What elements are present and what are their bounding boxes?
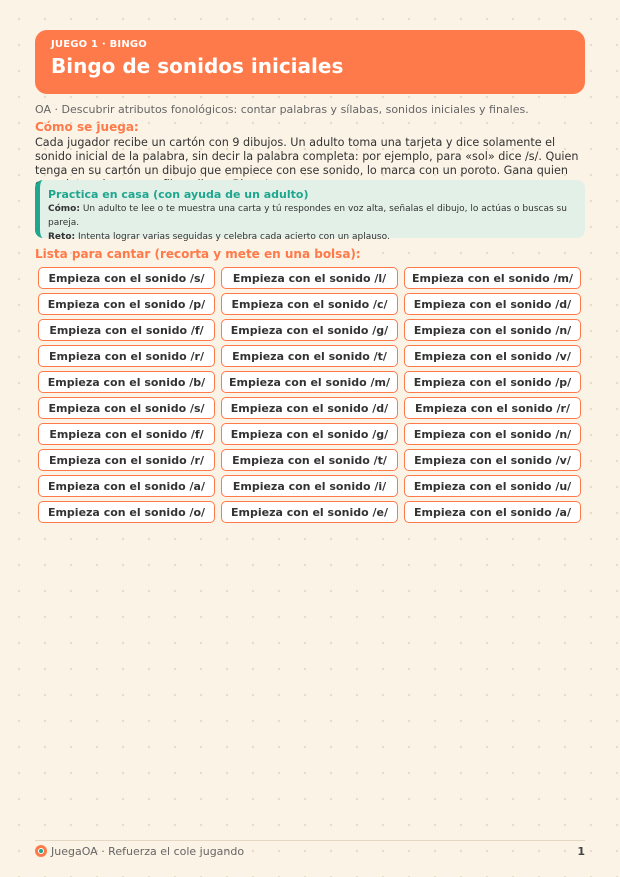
calling-card: Empieza con el sonido /f/ xyxy=(38,423,215,445)
header-banner xyxy=(35,30,585,94)
callout-reto xyxy=(48,230,575,244)
calling-card: Empieza con el sonido /v/ xyxy=(404,449,581,471)
calling-card: Empieza con el sonido /m/ xyxy=(221,371,398,393)
calling-card: Empieza con el sonido /g/ xyxy=(221,423,398,445)
reto-text: Intenta lograr varias seguidas y celebra cada acierto con un aplauso. xyxy=(75,232,390,242)
calling-card: Empieza con el sonido /e/ xyxy=(221,501,398,523)
page-title: Bingo de sonidos iniciales xyxy=(51,54,344,78)
calling-card: Empieza con el sonido /r/ xyxy=(38,345,215,367)
calling-card: Empieza con el sonido /a/ xyxy=(38,475,215,497)
calling-card: Empieza con el sonido /r/ xyxy=(38,449,215,471)
reto-label: Reto: xyxy=(48,232,76,242)
footer-divider xyxy=(35,840,585,841)
calling-card: Empieza con el sonido /p/ xyxy=(38,293,215,315)
calling-card-grid xyxy=(38,267,582,523)
calling-card: Empieza con el sonido /t/ xyxy=(221,345,398,367)
learning-objective: OA · Descubrir atributos fonológicos: contar palabras y sílabas, sonidos iniciales y finales. xyxy=(35,103,529,116)
home-practice-callout xyxy=(35,180,585,242)
calling-card: Empieza con el sonido /v/ xyxy=(404,345,581,367)
calling-card: Empieza con el sonido /u/ xyxy=(404,475,581,497)
calling-card: Empieza con el sonido /d/ xyxy=(221,397,398,419)
footer-brand: JuegaOA · Refuerza el cole jugando xyxy=(51,844,245,858)
calling-card: Empieza con el sonido /l/ xyxy=(221,267,398,289)
calling-card: Empieza con el sonido /n/ xyxy=(404,319,581,341)
como-label: Cómo: xyxy=(48,204,80,214)
calling-card: Empieza con el sonido /g/ xyxy=(221,319,398,341)
calling-card: Empieza con el sonido /b/ xyxy=(38,371,215,393)
calling-card: Empieza con el sonido /t/ xyxy=(221,449,398,471)
calling-card: Empieza con el sonido /d/ xyxy=(404,293,581,315)
page-number: 1 xyxy=(577,844,585,858)
calling-card: Empieza con el sonido /c/ xyxy=(221,293,398,315)
calling-card: Empieza con el sonido /s/ xyxy=(38,397,215,419)
callout-title: Practica en casa (con ayuda de un adulto) xyxy=(48,188,309,201)
game-eyebrow: JUEGO 1 · BINGO xyxy=(51,39,148,50)
calling-card: Empieza con el sonido /s/ xyxy=(38,267,215,289)
calling-list-title: Lista para cantar (recorta y mete en una bolsa): xyxy=(35,247,361,261)
calling-card: Empieza con el sonido /n/ xyxy=(404,423,581,445)
how-to-text: Cada jugador recibe un cartón con 9 dibujos. Un adulto toma una tarjeta y dice solamente el sonido inicial de la palabra, sin decir la palabra completa: por ejemplo, para «sol» dice /s/. Quien tenga en su cartón un dibujo que empiece con ese sonido, lo marca con un poroto. Gana quien xyxy=(35,136,579,177)
calling-card: Empieza con el sonido /p/ xyxy=(404,371,581,393)
footer xyxy=(35,843,585,859)
calling-card: Empieza con el sonido /m/ xyxy=(404,267,581,289)
brand-logo-icon xyxy=(35,845,47,857)
calling-card: Empieza con el sonido /o/ xyxy=(38,501,215,523)
calling-card: Empieza con el sonido /r/ xyxy=(404,397,581,419)
calling-card: Empieza con el sonido /i/ xyxy=(221,475,398,497)
calling-card: Empieza con el sonido /f/ xyxy=(38,319,215,341)
como-text: Un adulto te lee o te muestra una carta y tú respondes en voz alta, señalas el dibujo, lo actúas o buscas su pareja. xyxy=(48,204,567,228)
callout-como xyxy=(48,202,575,230)
how-to-title: Cómo se juega: xyxy=(35,120,139,134)
calling-card: Empieza con el sonido /a/ xyxy=(404,501,581,523)
